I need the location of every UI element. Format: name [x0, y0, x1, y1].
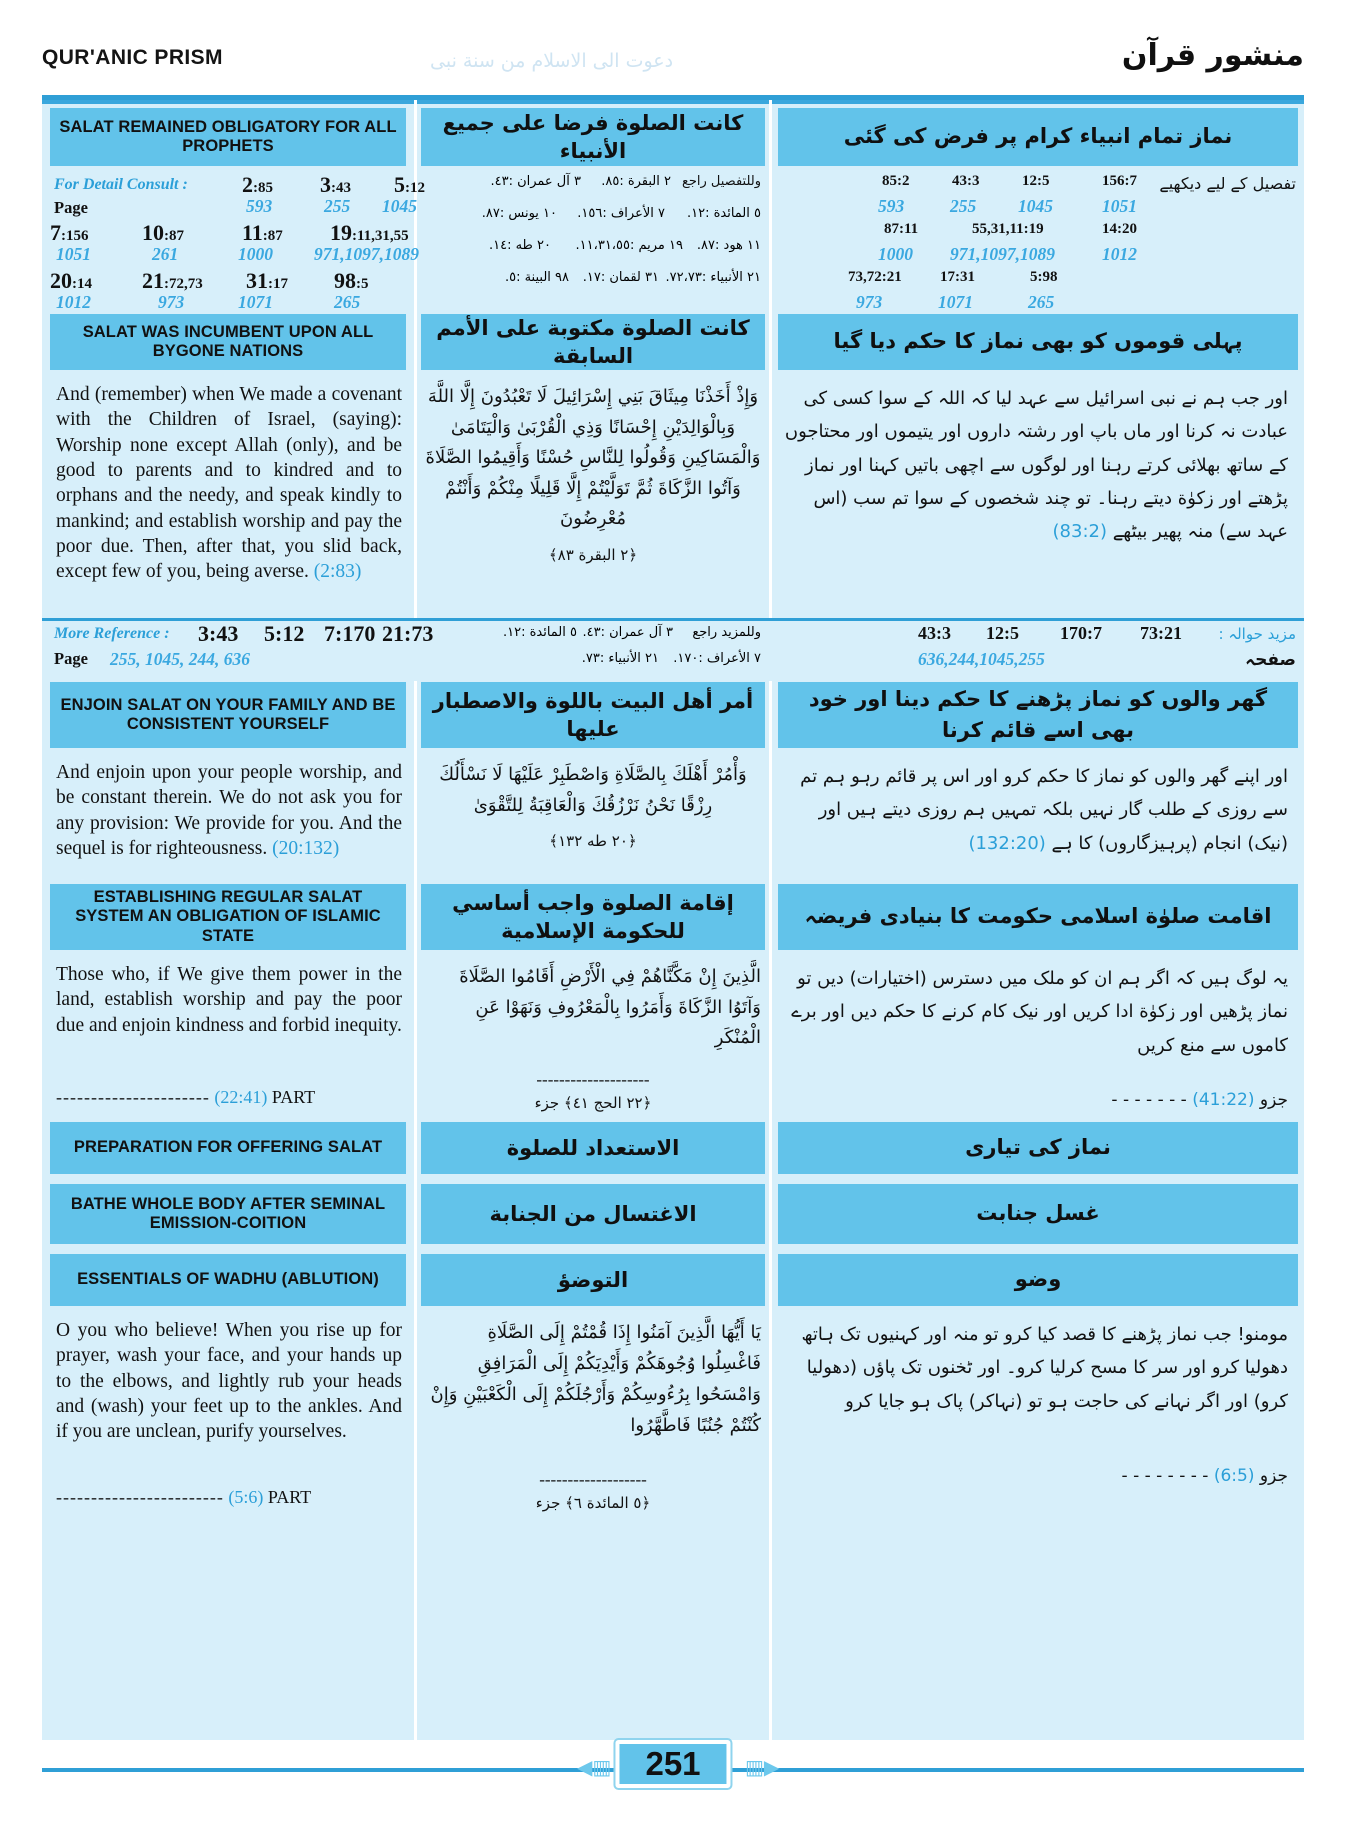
ar-ref[interactable]: ٢٠ طه :١٤. — [488, 238, 551, 253]
verse-ref[interactable]: 170:7 — [1060, 623, 1102, 643]
verse-ref[interactable]: 5:12 — [264, 621, 305, 646]
heading-cell-ur-4 — [772, 884, 1304, 950]
heading-cell-en-2 — [42, 314, 414, 370]
verse-ref[interactable]: 87:11 — [884, 221, 919, 237]
heading-cell-ar-5 — [417, 1122, 769, 1174]
page-ref[interactable]: 971,1097,1089 — [950, 244, 1055, 264]
section-heading-row-7 — [42, 1254, 1304, 1306]
translation-text-ur-2: اور جب ہم نے نبی اسرائیل سے عہد لیا کہ اللہ کے سوا کسی کی عبادت نہ کرنا اور ماں باپ اور رشتہ داروں اور یتیموں اور محتاجوں کے ساتھ بھلائی کرتے رہنا اور لوگوں سے اچھی باتیں کہنا اور نماز پڑھتے اور زکوٰة دیتے رہنا۔ تو چند شخصوں کے سوا تم سب (اس عہد سے) منہ پھیر بیٹھے (83:2) — [772, 374, 1304, 552]
section-body-row-2 — [42, 374, 1304, 614]
quran-text-ar-3: وَأْمُرْ أَهْلَكَ بِالصَّلَاةِ وَاصْطَبِرْ عَلَيْهَا لَا نَسْأَلُكَ رِزْقًا نَحْنُ نَرْزُقُكَ وَالْعَاقِبَةُ لِلتَّقْوَىٰ — [439, 764, 747, 816]
verse-ref[interactable]: 14:20 — [1102, 221, 1137, 237]
verse-ref[interactable]: 19:11,31,55 — [330, 220, 409, 245]
body-cell-ar-7 — [417, 1310, 769, 1516]
dash-leader-ur-4: - - - - - - - — [1111, 1090, 1187, 1110]
section-body-row-3 — [42, 752, 1304, 880]
dash-leader-en-7: ------------------------ — [56, 1487, 224, 1507]
ar-ref[interactable]: ٣١ لقمان :١٧. — [582, 270, 659, 285]
section-heading-en-6: BATHE WHOLE BODY AFTER SEMINAL EMISSION-COITION — [50, 1184, 406, 1244]
content-frame — [42, 95, 1304, 1740]
ar-ref[interactable]: ١٩ مريم :١١،٣١،٥٥. — [575, 238, 683, 253]
body-cell-en-3 — [42, 752, 414, 880]
page-ref[interactable]: 1051 — [56, 244, 91, 264]
verse-ref[interactable]: 3:43 — [320, 172, 351, 197]
page-ref[interactable]: 593 — [246, 196, 273, 216]
ornament-right-icon: ▥▶ — [745, 1755, 780, 1779]
verse-ref[interactable]: 7:156 — [50, 220, 89, 245]
page-ref-list-en[interactable]: 255, 1045, 244, 636 — [110, 649, 250, 669]
verse-citation-ur-4-line — [1111, 1090, 1288, 1110]
section-heading-ur-5: نماز کی تیاری — [778, 1122, 1298, 1174]
section-heading-ar-4: إقامة الصلوة واجب أساسي للحكومة الإسلامية — [421, 884, 765, 950]
quran-source-ar-3: ﴿٢٠ طه ١٣٢﴾ — [549, 832, 637, 851]
page-label-en-2: Page — [54, 649, 88, 668]
detail-consult-label-ar: وللتفصيل راجع — [681, 174, 761, 189]
page-ref[interactable]: 1012 — [1102, 244, 1137, 264]
more-reference-label-ar: وللمزيد راجع — [692, 625, 761, 640]
page-ref[interactable]: 593 — [878, 196, 905, 216]
body-cell-en-7 — [42, 1310, 414, 1516]
heading-cell-ur-2 — [772, 314, 1304, 370]
section-heading-ar-2: كانت الصلوة مكتوبة على الأمم السابقة — [421, 314, 765, 370]
verse-ref[interactable]: 21:73 — [382, 621, 434, 646]
ar-ref[interactable]: ٢ البقرة :٨٥. — [601, 174, 671, 189]
heading-cell-ar-1 — [417, 108, 769, 166]
section-heading-en-4: ESTABLISHING REGULAR SALAT SYSTEM AN OBLIGATION OF ISLAMIC STATE — [50, 884, 406, 950]
page-ref[interactable]: 265 — [1028, 292, 1055, 312]
detail-consult-label-ur: تفصیل کے لیے دیکھیے — [1159, 174, 1296, 193]
heading-cell-ur-5 — [772, 1122, 1304, 1174]
reference-block-ur-1 — [772, 172, 1304, 312]
verse-ref[interactable]: 7:170 — [324, 621, 376, 646]
heading-cell-ar-2 — [417, 314, 769, 370]
heading-cell-ur-1 — [772, 108, 1304, 166]
heading-cell-ur-6 — [772, 1184, 1304, 1244]
verse-citation-en-7-line — [56, 1487, 311, 1508]
section-heading-row-5 — [42, 1122, 1304, 1174]
section-heading-ur-1: نماز تمام انبیاء کرام پر فرض کی گئی — [778, 108, 1298, 166]
page-ref[interactable]: 1000 — [238, 244, 273, 264]
heading-cell-ar-4 — [417, 884, 769, 950]
heading-cell-ar-6 — [417, 1184, 769, 1244]
ar-ref[interactable]: ١٠ يونس :٨٧. — [481, 206, 557, 221]
section-heading-ur-4: اقامت صلوٰة اسلامی حکومت کا بنیادی فریضہ — [778, 884, 1298, 950]
verse-ref[interactable]: 11:87 — [242, 220, 283, 245]
verse-ref[interactable]: 21:72,73 — [142, 268, 203, 293]
verse-citation-ur-3[interactable]: (132:20) — [968, 832, 1046, 854]
dash-leader-en-4: ---------------------- — [56, 1087, 210, 1107]
section-heading-row-4 — [42, 884, 1304, 950]
verse-citation-en-3[interactable]: (20:132) — [272, 838, 340, 860]
heading-cell-ar-7 — [417, 1254, 769, 1306]
verse-citation-ur-4[interactable]: (41:22) — [1192, 1090, 1255, 1110]
verse-ref[interactable]: 98:5 — [334, 268, 369, 293]
page-ref[interactable]: 973 — [856, 292, 883, 312]
verse-citation-ur-7[interactable]: (6:5) — [1213, 1466, 1255, 1486]
verse-ref[interactable]: 3:43 — [198, 621, 239, 646]
section-heading-row-1 — [42, 108, 1304, 166]
heading-cell-en-7 — [42, 1254, 414, 1306]
body-cell-ur-4 — [772, 954, 1304, 1114]
reference-block-ar-1 — [417, 172, 769, 312]
section-heading-row-6 — [42, 1184, 1304, 1244]
ar-ref[interactable]: ٥ المائدة :١٢. — [686, 206, 761, 221]
body-cell-en-2 — [42, 374, 414, 614]
page-ref[interactable]: 973 — [158, 292, 185, 312]
verse-citation-ur-2[interactable]: (83:2) — [1052, 521, 1107, 543]
body-cell-ur-2 — [772, 374, 1304, 614]
page-ref[interactable]: 971,1097,1089 — [314, 244, 419, 264]
section-heading-en-5: PREPARATION FOR OFFERING SALAT — [50, 1122, 406, 1174]
verse-ref[interactable]: 31:17 — [246, 268, 288, 293]
running-head-right: منشور قرآن — [1121, 38, 1304, 73]
heading-cell-en-5 — [42, 1122, 414, 1174]
quran-text-ar-4: الَّذِينَ إِنْ مَكَّنَّاهُمْ فِي الْأَرْضِ أَقَامُوا الصَّلَاةَ وَآتَوُا الزَّكَاةَ وَأَمَرُوا بِالْمَعْرُوفِ وَنَهَوْا عَنِ الْمُنْكَرِ — [459, 966, 761, 1049]
section-body-row-7 — [42, 1310, 1304, 1516]
part-label-en-4: PART — [271, 1087, 316, 1107]
quran-text-ar-2: وَإِذْ أَخَذْنَا مِيثَاقَ بَنِي إِسْرَائِيلَ لَا تَعْبُدُونَ إِلَّا اللَّهَ وَبِالْوَالِدَيْنِ إِحْسَانًا وَذِي الْقُرْبَىٰ وَالْيَتَامَىٰ وَالْمَسَاكِينِ وَقُولُوا لِلنَّاسِ حُسْنًا وَأَقِيمُوا الصَّلَاةَ وَآتُوا الزَّكَاةَ ثُمَّ تَوَلَّيْتُمْ إِلَّا قَلِيلًا مِنْكُمْ وَأَنْتُمْ مُعْرِضُونَ — [425, 386, 761, 530]
translation-text-ur-3: اور اپنے گھر والوں کو نماز کا حکم کرو اور اس پر قائم رہو ہم تم سے روزی کے طلب گار نہیں بلکہ تمہیں ہم روزی دیتے ہیں اور (نیک) انجام (پرہیزگاروں) کا ہے (132:20) — [772, 752, 1304, 864]
dash-leader-ur-7: - - - - - - - - — [1121, 1466, 1209, 1486]
body-cell-ur-3 — [772, 752, 1304, 880]
page-ref[interactable]: 255 — [950, 196, 977, 216]
translation-text-ur-7: مومنو! جب نماز پڑھنے کا قصد کیا کرو تو منہ اور کہنیوں تک ہاتھ دھولیا کرو اور سر کا مسح کرلیا کرو۔ اور ٹخنوں تک پاؤں (دھولیا کرو) اور اگر نہانے کی حاجت ہو تو (نہاکر) پاک ہو جایا کرو — [801, 1324, 1288, 1412]
page-ref[interactable]: 261 — [152, 244, 179, 264]
translation-text-ur-4: یہ لوگ ہیں کہ اگر ہم ان کو ملک میں دسترس (اختیارات) دیں تو نماز پڑھیں اور زکوٰة ادا کریں اور نیک کام کرنے کا حکم دیں اور برے کاموں سے منع کریں — [791, 968, 1288, 1056]
section-heading-row-3 — [42, 682, 1304, 748]
body-cell-ar-4 — [417, 954, 769, 1114]
page-number-badge: 251 — [615, 1740, 730, 1788]
verse-citation-en-4[interactable]: (22:41) — [214, 1087, 268, 1107]
verse-ref[interactable]: 43:3 — [952, 173, 980, 189]
translation-text-en-2: And (remember) when We made a covenant with the Children of Israel, (saying): Worship none except Allah (only), and be good to parents and to kindred and to orphans and the needy, and speak kindly to mankind; and establish worship and pay the poor due. Then, after that, you slid back, except few of you, being averse. (2:83) — [56, 384, 402, 583]
section-heading-ur-6: غسل جنابت — [778, 1184, 1298, 1244]
page-ref[interactable]: 1045 — [382, 196, 417, 216]
quran-source-ar-4: ﴿٢٢ الحج ٤١﴾ جزء — [534, 1094, 652, 1112]
page-footer — [42, 1740, 1304, 1800]
verse-ref[interactable]: 5:12 — [394, 172, 425, 197]
heading-cell-en-3 — [42, 682, 414, 748]
body-cell-en-4 — [42, 954, 414, 1114]
section-heading-ar-1: كانت الصلوة فرضا على جميع الأنبياء — [421, 108, 765, 166]
body-cell-ar-3 — [417, 752, 769, 880]
section-heading-row-2 — [42, 314, 1304, 370]
verse-citation-en-7[interactable]: (5:6) — [228, 1487, 264, 1507]
verse-ref[interactable]: 43:3 — [918, 623, 951, 643]
heading-cell-en-4 — [42, 884, 414, 950]
section-heading-ar-5: الاستعداد للصلوة — [421, 1122, 765, 1174]
ar-ref[interactable]: ٣ آل عمران :٤٣. — [490, 174, 581, 189]
section-heading-ar-7: التوضؤ — [421, 1254, 765, 1306]
verse-ref[interactable]: 156:7 — [1102, 173, 1137, 189]
verse-ref[interactable]: 12:5 — [986, 623, 1019, 643]
verse-ref[interactable]: 5:98 — [1030, 269, 1058, 285]
reference-row-1 — [42, 172, 1304, 312]
ornament-left-icon: ◀▥ — [577, 1755, 612, 1779]
quran-source-ar-2: ﴿٢ البقرة ٨٣﴾ — [548, 545, 638, 564]
ar-ref[interactable]: ١١ هود :٨٧. — [696, 238, 761, 253]
page-ref[interactable]: 1071 — [238, 292, 273, 312]
page-ref-list-ur[interactable]: 636,244,1045,255 — [918, 649, 1045, 669]
heading-cell-ur-7 — [772, 1254, 1304, 1306]
ar-ref[interactable]: ٢١ الأنبياء :٧٣. — [581, 651, 659, 666]
verse-ref[interactable]: 2:85 — [242, 172, 273, 197]
verse-ref[interactable]: 55,31,11:19 — [972, 221, 1044, 237]
more-reference-strip — [42, 618, 1304, 681]
verse-citation-ur-7-line — [1122, 1466, 1288, 1486]
heading-cell-ur-3 — [772, 682, 1304, 748]
verse-citation-en-2[interactable]: (2:83) — [313, 561, 362, 583]
ar-ref[interactable]: ٣ آل عمران :٤٣. — [582, 625, 673, 640]
translation-text-en-7: O you who believe! When you rise up for prayer, wash your face, and your hands up to the elbows, and lightly rub your heads and (wash) your feet up to the ankles. And if you are unclean, purify yourselves. — [56, 1320, 402, 1443]
detail-consult-label: For Detail Consult : — [54, 176, 188, 193]
ar-ref[interactable]: ٥ المائدة :١٢. — [502, 625, 577, 640]
quran-source-ar-7: ﴿٥ المائدة ٦﴾ جزء — [535, 1494, 651, 1512]
section-heading-ar-6: الاغتسال من الجنابة — [421, 1184, 765, 1244]
page-ref[interactable]: 1071 — [938, 292, 973, 312]
ar-ref[interactable]: ٧ الأعراف :١٧٠. — [673, 651, 761, 666]
dash-leader-ar-7: ------------------- — [539, 1470, 647, 1489]
reference-block-en-1 — [42, 172, 425, 312]
running-head — [0, 38, 1346, 86]
body-cell-ur-7 — [772, 1310, 1304, 1516]
ar-ref[interactable]: ٢١ الأنبياء :٧٢،٧٣. — [665, 270, 761, 285]
page-ref[interactable]: 1000 — [878, 244, 913, 264]
verse-ref[interactable]: 73,72:21 — [848, 269, 902, 285]
page-ref[interactable]: 1051 — [1102, 196, 1137, 216]
verse-citation-en-4-line — [56, 1087, 315, 1108]
section-heading-ar-3: أمر أهل البيت باللوة والاصطبار عليها — [421, 682, 765, 748]
ar-ref[interactable]: ٩٨ البينة :٥. — [504, 270, 569, 285]
verse-ref[interactable]: 73:21 — [1140, 623, 1182, 643]
section-heading-en-1: SALAT REMAINED OBLIGATORY FOR ALL PROPHETS — [50, 108, 406, 166]
verse-ref[interactable]: 17:31 — [940, 269, 975, 285]
section-heading-en-2: SALAT WAS INCUMBENT UPON ALL BYGONE NATIONS — [50, 314, 406, 370]
part-label-en-7: PART — [267, 1487, 312, 1507]
more-reference-en — [42, 621, 434, 681]
page-ref[interactable]: 1012 — [56, 292, 91, 312]
section-heading-ur-2: پہلی قوموں کو بھی نماز کا حکم دیا گیا — [778, 314, 1298, 370]
section-heading-en-7: ESSENTIALS OF WADHU (ABLUTION) — [50, 1254, 406, 1306]
page-label-ur: صفحہ — [1245, 650, 1296, 670]
more-reference-ur — [772, 621, 1304, 681]
more-reference-label-en: More Reference : — [54, 625, 170, 642]
dash-leader-ar-4: -------------------- — [536, 1070, 650, 1089]
page-ref[interactable]: 1045 — [1018, 196, 1053, 216]
page-ref[interactable]: 255 — [324, 196, 351, 216]
heading-cell-en-1 — [42, 108, 414, 166]
body-cell-ar-2 — [417, 374, 769, 614]
verse-ref[interactable]: 10:87 — [142, 220, 184, 245]
verse-ref[interactable]: 20:14 — [50, 268, 92, 293]
verse-ref[interactable]: 85:2 — [882, 173, 910, 189]
heading-cell-en-6 — [42, 1184, 414, 1244]
page-label-en-1: Page — [54, 198, 88, 217]
section-heading-ur-3: گھر والوں کو نماز پڑھنے کا حکم دینا اور خود بھی اسے قائم کرنا — [778, 682, 1298, 748]
part-label-ur-7: جزو — [1259, 1466, 1288, 1486]
section-heading-en-3: ENJOIN SALAT ON YOUR FAMILY AND BE CONSISTENT YOURSELF — [50, 682, 406, 748]
quran-text-ar-7: يَا أَيُّهَا الَّذِينَ آمَنُوا إِذَا قُمْتُمْ إِلَى الصَّلَاةِ فَاغْسِلُوا وُجُوهَكُمْ وَأَيْدِيَكُمْ إِلَى الْمَرَافِقِ وَامْسَحُوا بِرُءُوسِكُمْ وَأَرْجُلَكُمْ إِلَى الْكَعْبَيْنِ وَإِنْ كُنْتُمْ جُنُبًا فَاطَّهَّرُوا — [430, 1322, 761, 1436]
section-heading-ur-7: وضو — [778, 1254, 1298, 1306]
section-body-row-4 — [42, 954, 1304, 1114]
translation-text-en-4: Those who, if We give them power in the land, establish worship and pay the poor due and enjoin kindness and forbid inequity. — [56, 964, 402, 1036]
ar-ref[interactable]: ٧ الأعراف :١٥٦. — [577, 206, 665, 221]
bleed-through-text: دعوت الی الاسلام من سنة نبی — [430, 50, 674, 72]
heading-cell-ar-3 — [417, 682, 769, 748]
page-ref[interactable]: 265 — [334, 292, 361, 312]
part-label-ur-4: جزو — [1259, 1090, 1288, 1110]
more-reference-ar — [417, 621, 769, 681]
running-head-left: QUR'ANIC PRISM — [42, 46, 223, 69]
more-reference-label-ur: مزید حوالہ : — [1218, 625, 1296, 643]
verse-ref[interactable]: 12:5 — [1022, 173, 1050, 189]
translation-text-en-3: And enjoin upon your people worship, and be constant therein. We do not ask you for any provision: We provide for you. And the sequel is for righteousness. (20:132) — [56, 762, 402, 860]
